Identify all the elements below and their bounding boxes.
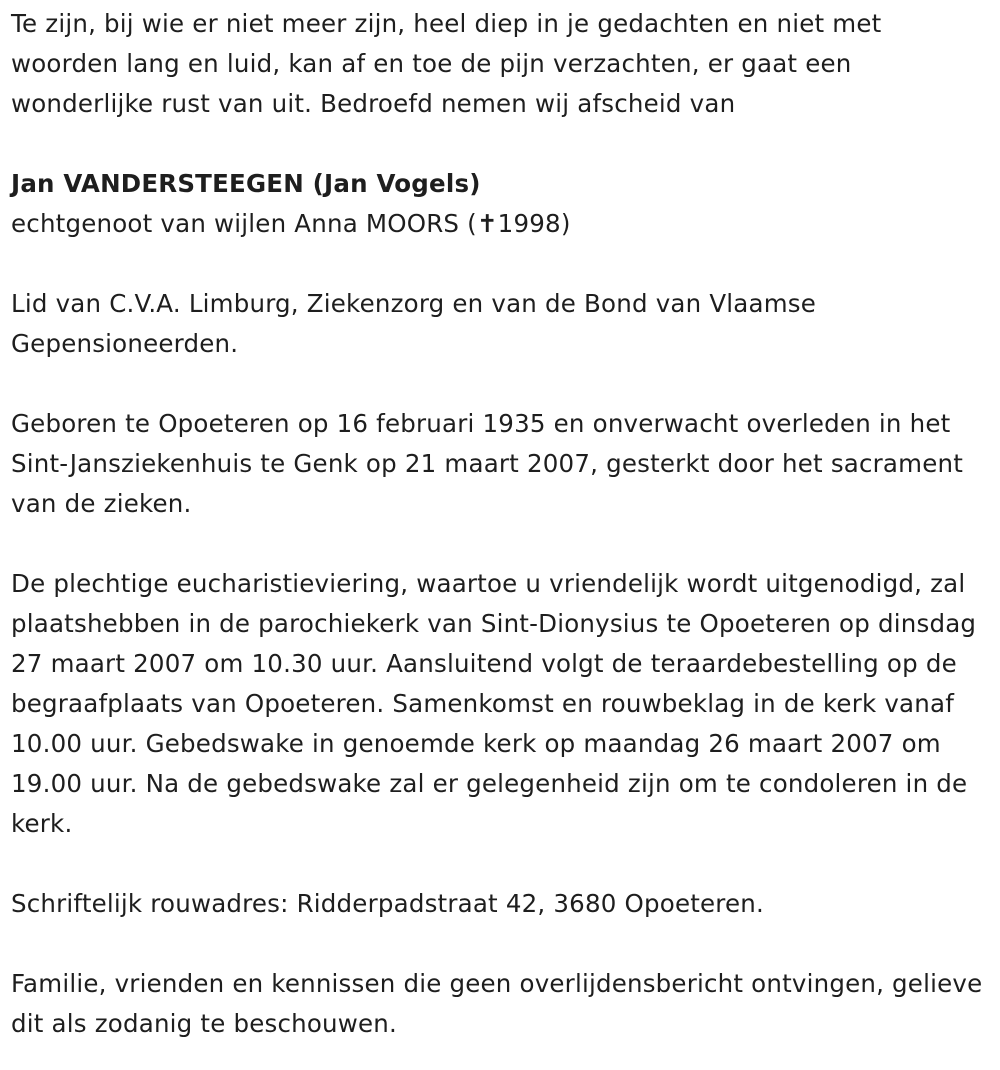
- spacer: [11, 844, 996, 884]
- spacer: [11, 244, 996, 284]
- spacer: [11, 364, 996, 404]
- closing-paragraph: Familie, vrienden en kennissen die geen overlijdensbericht ontvingen, gelieve dit als zodanig te beschouwen.: [11, 969, 983, 1038]
- spacer: [11, 524, 996, 564]
- address-paragraph: Schriftelijk rouwadres: Ridderpadstraat 42, 3680 Opoeteren.: [11, 889, 765, 918]
- birth-death-paragraph: Geboren te Opoeteren op 16 februari 1935 en onverwacht overleden in het Sint-Jansziekenhuis te Genk op 21 maart 2007, gesterkt door het sacrament van de zieken.: [11, 409, 964, 518]
- ceremony-paragraph: De plechtige eucharistieviering, waartoe u vriendelijk wordt uitgenodigd, zal plaatshebben in de parochiekerk van Sint-Dionysius te Opoeteren op dinsdag 27 maart 2007 om 10.30 uur. Aansluitend volgt de teraardebestelling op de begraafplaats van Opoeteren. Samenkomst en rouwbeklag in de kerk vanaf 10.00 uur. Gebedswake in genoemde kerk op maandag 26 maart 2007 om 19.00 uur. Na de gebedswake zal er gelegenheid zijn om te condoleren in de kerk.: [11, 569, 977, 838]
- obituary-notice: [11, 4, 996, 1044]
- spacer: [11, 924, 996, 964]
- spouse-prefix: echtgenoot van wijlen Anna MOORS (: [11, 209, 477, 238]
- spacer: [11, 124, 996, 164]
- cross-icon: ✝: [476, 209, 498, 238]
- spouse-death-year: 1998): [497, 209, 571, 238]
- deceased-name: Jan VANDERSTEEGEN (Jan Vogels): [11, 169, 481, 198]
- membership-paragraph: Lid van C.V.A. Limburg, Ziekenzorg en van de Bond van Vlaamse Gepensioneerden.: [11, 289, 817, 358]
- spouse-line: [11, 204, 996, 244]
- intro-paragraph: Te zijn, bij wie er niet meer zijn, heel diep in je gedachten en niet met woorden lang en luid, kan af en toe de pijn verzachten, er gaat een wonderlijke rust van uit. Bedroefd nemen wij afscheid van: [11, 9, 882, 118]
